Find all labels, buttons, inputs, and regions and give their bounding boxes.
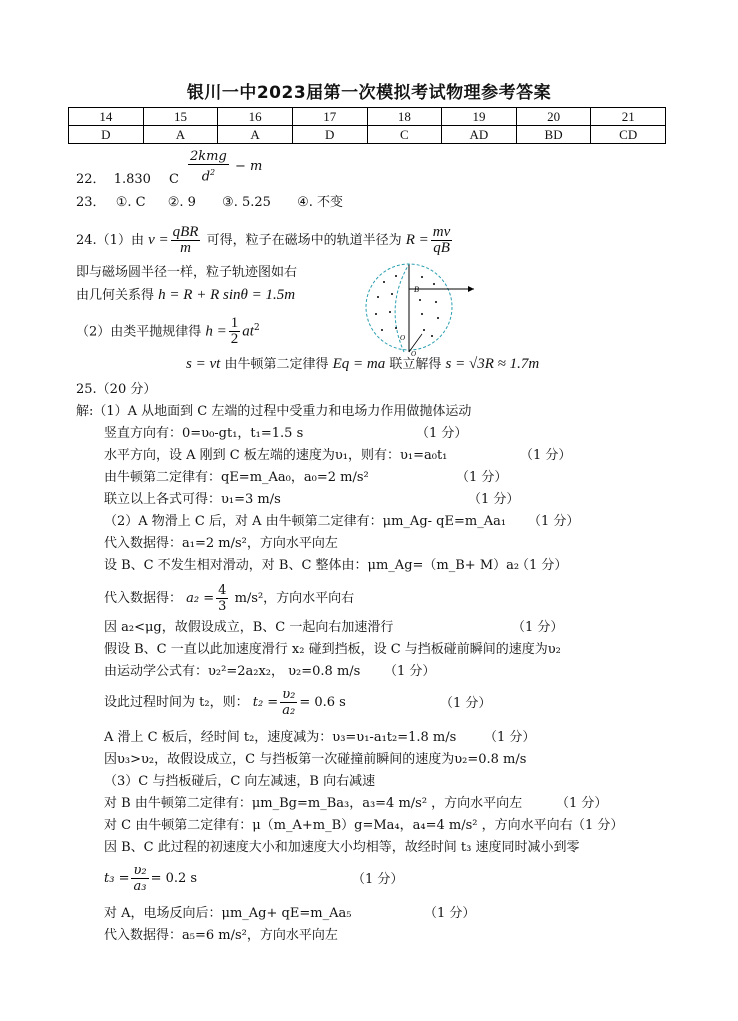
q25-points: （1 分） <box>384 664 436 679</box>
q25-line: 由运动学公式有：υ₂²=2a₂x₂， υ₂=0.8 m/s <box>104 664 361 679</box>
q25-t2-line <box>104 686 346 720</box>
answer-cell: BD <box>516 126 591 144</box>
q25-line: 假设 B、C 一直以此加速度滑行 x₂ 碰到挡板，设 C 与挡板碰前瞬间的速度为υ₂ <box>104 642 561 657</box>
q25-a2-den: 3 <box>218 599 227 614</box>
q25-line: A 滑上 C 板后，经时间 t₂，速度减为：υ₃=υ₁-a₁t₂=1.8 m/s <box>104 730 457 745</box>
q25-line: 代入数据得：a₁=2 m/s²，方向水平向左 <box>104 536 338 551</box>
arrow-head <box>468 286 474 292</box>
q22-den-d: d <box>201 169 211 185</box>
q25-t2-fraction <box>280 687 297 718</box>
q25-line: （3）C 与挡板碰后，C 向左减速，B 向右减速 <box>104 774 376 789</box>
q24-text1: 可得，粒子在磁场中的轨道半径为 <box>206 233 402 248</box>
q25-points: （1 分） <box>456 470 508 485</box>
q25-points: （1 分） <box>424 906 476 921</box>
q22-den-sup: 2 <box>210 168 216 177</box>
q25-points: （1 分） <box>352 872 404 887</box>
page-title: 银川一中2023届第一次模拟考试物理参考答案 <box>186 83 552 103</box>
q25-line: 因 a₂<μg，故假设成立，B、C 一起向右加速滑行 <box>104 620 394 635</box>
question-number: 15 <box>143 108 218 126</box>
q25-line: 竖直方向有：0=υ₀-gt₁，t₁=1.5 s <box>104 426 304 441</box>
q25-t2-den: a₂ <box>282 703 296 718</box>
answer-cell: CD <box>591 126 666 144</box>
q25-t3-num: υ₂ <box>133 863 147 878</box>
answer-cell: D <box>69 126 144 144</box>
q23-line <box>76 195 343 211</box>
q24-h-lhs: h = <box>205 323 227 340</box>
q25-t2-num: υ₂ <box>282 687 296 702</box>
q25-a2-sym: a₂ = <box>186 591 215 606</box>
q22-fraction <box>188 149 229 184</box>
q22-frac-den <box>188 165 229 184</box>
q24-r-num: mv <box>432 224 451 240</box>
q25-line: 设 B、C 不发生相对滑动，对 B、C 整体由：μm_Ag=（m_B+ M）a₂ <box>104 558 520 573</box>
q24-h-sup: 2 <box>253 323 260 333</box>
q22-frac-num: 2kmg <box>190 149 227 164</box>
q24-r-den: qB <box>433 240 450 256</box>
q25-points: （1 分） <box>516 558 568 573</box>
q23-item: ②. 9 <box>167 195 196 210</box>
q24-line4-pre: （2）由类平抛规律得 <box>76 324 202 340</box>
q25-line: 因υ₃>υ₂，故假设成立，C 与挡板第一次碰撞前瞬间的速度为υ₂=0.8 m/s <box>104 752 527 767</box>
q24-line3-eq: h = R + R sinθ = 1.5m <box>158 287 296 303</box>
q25-header: 25.（20 分） <box>76 382 157 397</box>
answer-table <box>68 107 666 144</box>
q25-line: 由牛顿第二定律有：qE=m_Aa₀，a₀=2 m/s² <box>104 470 369 485</box>
q25-t3-line <box>104 862 197 896</box>
q25-line: 因 B、C 此过程的初速度大小和加速度大小均相等，故经时间 t₃ 速度同时减小到零 <box>104 840 580 855</box>
question-number: 16 <box>218 108 293 126</box>
q23-item: ④. 不变 <box>297 195 343 210</box>
q25-a2-lhs: 代入数据得： <box>104 591 183 606</box>
q25-line: 对 A，电场反向后：μm_Ag+ qE=m_Aa₅ <box>104 906 352 921</box>
question-number: 14 <box>69 108 144 126</box>
q25-line: 代入数据得：a₅=6 m/s²，方向水平向左 <box>104 928 338 943</box>
q24-line3-pre: 由几何关系得 <box>76 288 155 303</box>
answer-cell: A <box>218 126 293 144</box>
q24-line5-s: s = vt <box>186 356 221 372</box>
q25-points: （1 分） <box>440 696 492 711</box>
q24-v-fraction <box>171 225 201 256</box>
q24-line5-mid1: 由牛顿第二定律得 <box>224 357 329 372</box>
q25-points: （1 分） <box>520 448 572 463</box>
question-number: 19 <box>442 108 517 126</box>
answer-cell: AD <box>442 126 517 144</box>
q24-h-num: 1 <box>230 315 239 332</box>
q23-item: ①. C <box>115 195 146 210</box>
q24-line4 <box>76 310 260 350</box>
q24-r-lhs: R = <box>405 232 429 248</box>
q22-number: 22． <box>76 172 106 187</box>
trajectory-diagram <box>364 262 484 362</box>
label-b: B <box>414 285 419 294</box>
q25-points: （1 分） <box>416 426 468 441</box>
q25-line: 对 C 由牛顿第二定律有：μ（m_A+m_B）g=Ma₄，a₄=4 m/s² ，方向水平向右 <box>104 818 573 833</box>
q25-points: （1 分） <box>556 796 608 811</box>
field-dots <box>375 275 439 337</box>
q25-t3-res: = 0.2 s <box>150 871 198 886</box>
q24-v-num: qBR <box>172 224 199 240</box>
q24-line5-res: s = √3R ≈ 1.7m <box>445 356 540 372</box>
q25-t3-sym: t₃ = <box>104 871 130 886</box>
q24-line5-mid2: 联立解得 <box>389 357 442 372</box>
q25-points: （1 分） <box>468 492 520 507</box>
question-number: 20 <box>516 108 591 126</box>
q24-line5-eq: Eq = ma <box>332 356 386 372</box>
question-number: 17 <box>292 108 367 126</box>
q25-points: （1 分） <box>512 620 564 635</box>
q25-a2-fraction <box>216 583 228 614</box>
answer-table-question-row <box>69 108 666 126</box>
q24-v-den: m <box>180 240 191 256</box>
q25-t2-text: 设此过程时间为 t₂，则： <box>104 695 249 710</box>
q25-points: （1 分） <box>484 730 536 745</box>
answer-cell: D <box>292 126 367 144</box>
q23-number: 23． <box>76 195 106 210</box>
q24-h-den: 2 <box>230 331 239 348</box>
q25-t3-den: a₃ <box>133 879 147 894</box>
q24-line1 <box>76 222 454 259</box>
q25-a2-num: 4 <box>218 583 227 598</box>
label-o: O <box>400 334 406 342</box>
q22-answer1: 1.830 <box>113 172 151 187</box>
q25-t2-sym: t₂ = <box>252 695 279 710</box>
q22-line <box>76 172 179 188</box>
label-o1: O <box>411 350 417 358</box>
question-number: 18 <box>367 108 442 126</box>
q24-line3 <box>76 287 295 304</box>
q25-line: （2）A 物滑上 C 后，对 A 由牛顿第二定律有：μm_Ag- qE=m_Aa₁ <box>104 514 507 529</box>
q22-formula <box>186 149 262 184</box>
q23-item: ③. 5.25 <box>222 195 271 210</box>
q25-t2-res: = 0.6 s <box>299 695 346 710</box>
q24-line5 <box>186 356 539 373</box>
answer-cell: A <box>143 126 218 144</box>
q24-r-fraction <box>431 225 453 256</box>
q25-line: 联立以上各式可得：υ₁=3 m/s <box>104 492 281 507</box>
answer-table-answer-row <box>69 126 666 144</box>
q25-points: （1 分） <box>572 818 624 833</box>
q24-number: 24.（1）由 <box>76 233 144 248</box>
q25-a2-tail: m/s²，方向水平向右 <box>234 591 355 606</box>
answer-cell: C <box>367 126 442 144</box>
q24-v-lhs: v = <box>148 232 169 248</box>
q24-line2: 即与磁场圆半径一样，粒子轨迹图如右 <box>76 265 298 280</box>
q22-answer2: C <box>169 172 179 187</box>
q25-line: 对 B 由牛顿第二定律有：μm_Bg=m_Ba₃，a₃=4 m/s² ，方向水平向左 <box>104 796 523 811</box>
q25-t3-fraction <box>131 863 148 894</box>
q24-h-tail: at <box>242 323 254 340</box>
q24-h-fraction <box>229 316 241 347</box>
q25-a2-line <box>104 582 354 616</box>
question-number: 21 <box>591 108 666 126</box>
q25-points: （1 分） <box>528 514 580 529</box>
q25-line: 解:（1）A 从地面到 C 左端的过程中受重力和电场力作用做抛体运动 <box>76 404 472 419</box>
q22-frac-tail: − m <box>234 159 263 175</box>
q25-line: 水平方向，设 A 刚到 C 板左端的速度为υ₁，则有：υ₁=a₀t₁ <box>104 448 448 463</box>
